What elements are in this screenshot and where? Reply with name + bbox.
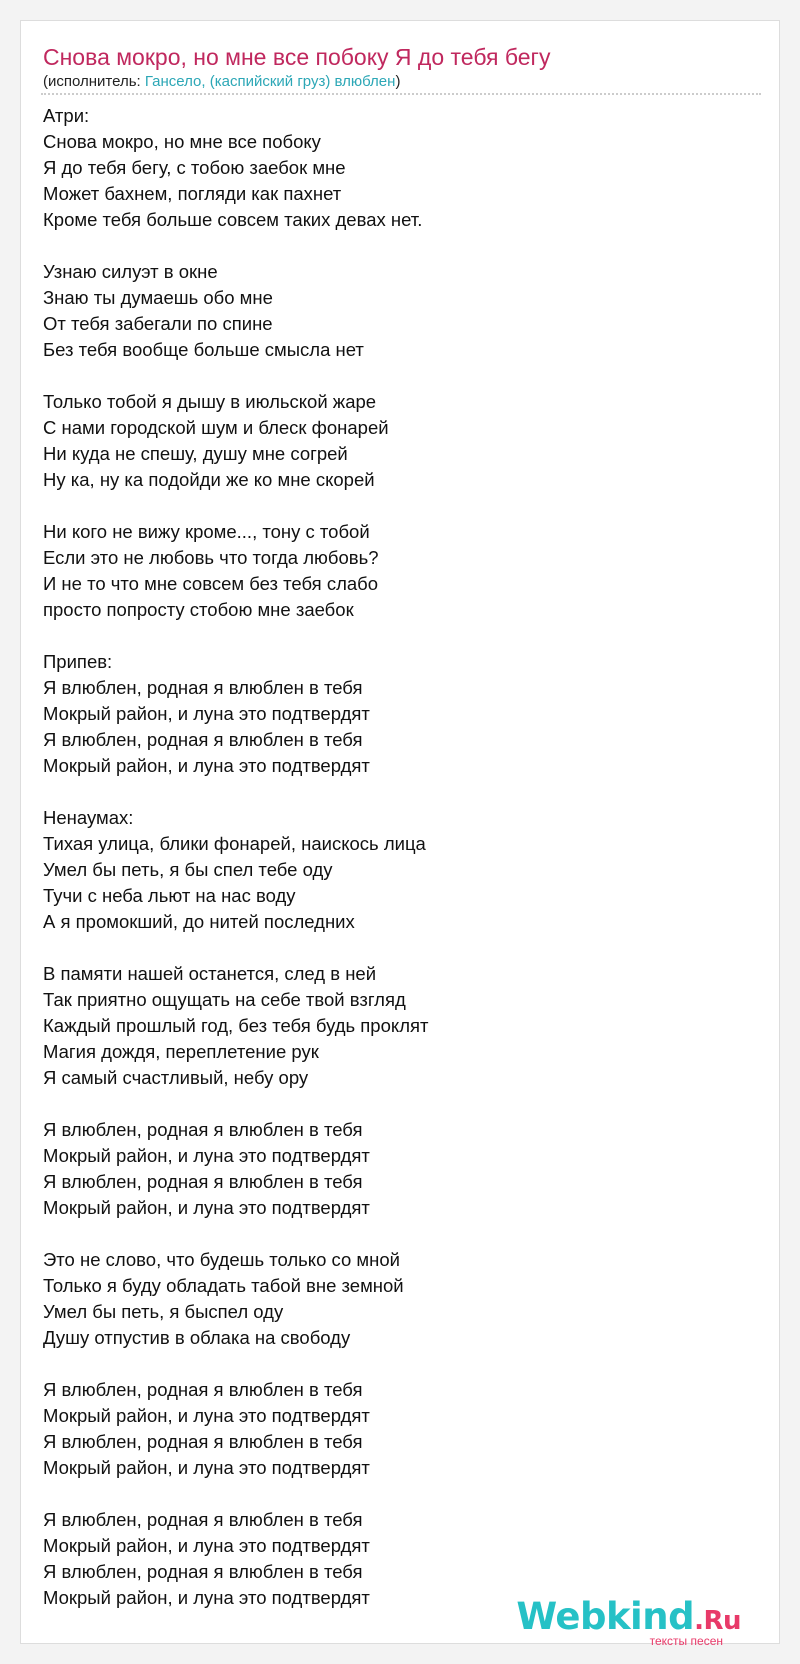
lyric-line: Магия дождя, переплетение рук — [43, 1041, 319, 1062]
lyric-line: Я влюблен, родная я влюблен в тебя — [43, 1379, 363, 1400]
lyric-line: Умел бы петь, я бы спел тебе оду — [43, 859, 333, 880]
lyric-line: Я влюблен, родная я влюблен в тебя — [43, 1561, 363, 1582]
stanza-gap — [43, 493, 743, 519]
lyric-line: Душу отпустив в облака на свободу — [43, 1327, 351, 1348]
lyric-line: Мокрый район, и луна это подтвердят — [43, 755, 370, 776]
lyric-line: Ни кого не вижу кроме..., тону с тобой — [43, 521, 370, 542]
lyric-line: просто попросту стобою мне заебок — [43, 599, 354, 620]
stanza-gap — [43, 1091, 743, 1117]
stanza-gap — [43, 1221, 743, 1247]
lyric-line: Я влюблен, родная я влюблен в тебя — [43, 729, 363, 750]
logo-main-text: Webkind — [516, 1595, 695, 1638]
lyric-line: Я влюблен, родная я влюблен в тебя — [43, 1431, 363, 1452]
stanza-gap — [43, 623, 743, 649]
lyric-line: Припев: — [43, 651, 113, 672]
lyrics-card — [20, 20, 780, 1648]
lyric-line: Мокрый район, и луна это подтвердят — [43, 703, 370, 724]
lyric-line: Я влюблен, родная я влюблен в тебя — [43, 1119, 363, 1140]
lyric-line: Я до тебя бегу, с тобою заебок мне — [43, 157, 346, 178]
stanza-gap — [43, 1481, 743, 1507]
lyric-line: Мокрый район, и луна это подтвердят — [43, 1535, 370, 1556]
lyric-line: Без тебя вообще больше смысла нет — [43, 339, 364, 360]
lyric-line: И не то что мне совсем без тебя слабо — [43, 573, 379, 594]
lyric-line: Так приятно ощущать на себе твой взгляд — [43, 989, 406, 1010]
stanza-gap — [43, 779, 743, 805]
stanza-gap — [43, 1351, 743, 1377]
lyric-line: Я влюблен, родная я влюблен в тебя — [43, 1171, 363, 1192]
stanza-gap — [43, 935, 743, 961]
lyric-line: Может бахнем, погляди как пахнет — [43, 183, 342, 204]
lyric-line: От тебя забегали по спине — [43, 313, 273, 334]
lyric-line: Только я буду обладать табой вне земной — [43, 1275, 404, 1296]
lyric-line: Я самый счастливый, небу ору — [43, 1067, 309, 1088]
artist-link[interactable]: Гансело, (каспийский груз) влюблен — [144, 73, 396, 90]
lyric-line: Ну ка, ну ка подойди же ко мне скорей — [43, 469, 375, 490]
stanza-gap — [43, 233, 743, 259]
lyric-line: Атри: — [43, 105, 90, 126]
lyric-line: Мокрый район, и луна это подтвердят — [43, 1197, 370, 1218]
divider — [41, 93, 761, 95]
lyric-line: Если это не любовь что тогда любовь? — [43, 547, 379, 568]
lyric-line: Каждый прошлый год, без тебя будь проклят — [43, 1015, 429, 1036]
lyric-line: Узнаю силуэт в окне — [43, 261, 218, 282]
artist-prefix: (исполнитель: — [43, 73, 145, 90]
lyric-line: Кроме тебя больше совсем таких девах нет. — [43, 209, 423, 230]
lyric-line: Ни куда не спешу, душу мне согрей — [43, 443, 348, 464]
page-title: Снова мокро, но мне все побоку Я до тебя бегу — [43, 44, 551, 70]
logo-tagline: тексты песен — [649, 1634, 723, 1648]
stanza-gap — [43, 363, 743, 389]
lyric-line: Тихая улица, блики фонарей, наискось лица — [43, 833, 426, 854]
lyric-line: Тучи с неба льют на нас воду — [43, 885, 296, 906]
logo-domain-suffix: .Ru — [694, 1606, 741, 1636]
lyric-line: Я влюблен, родная я влюблен в тебя — [43, 1509, 363, 1530]
lyric-line: А я промокший, до нитей последних — [43, 911, 355, 932]
lyric-line: Только тобой я дышу в июльской жаре — [43, 391, 377, 412]
lyric-line: Знаю ты думаешь обо мне — [43, 287, 273, 308]
site-logo[interactable] — [516, 1597, 741, 1647]
lyric-line: Ненаумах: — [43, 807, 134, 828]
lyric-line: Мокрый район, и луна это подтвердят — [43, 1587, 370, 1608]
artist-suffix: ) — [395, 73, 401, 90]
lyric-line: Мокрый район, и луна это подтвердят — [43, 1145, 370, 1166]
lyric-line: Умел бы петь, я быспел оду — [43, 1301, 284, 1322]
lyric-line: Мокрый район, и луна это подтвердят — [43, 1405, 370, 1426]
lyric-line: Мокрый район, и луна это подтвердят — [43, 1457, 370, 1478]
lyric-line: Это не слово, что будешь только со мной — [43, 1249, 400, 1270]
lyrics-body — [43, 103, 743, 1611]
artist-line — [43, 73, 400, 91]
lyric-line: С нами городской шум и блеск фонарей — [43, 417, 389, 438]
lyric-line: В памяти нашей останется, след в ней — [43, 963, 377, 984]
lyric-line: Снова мокро, но мне все побоку — [43, 131, 321, 152]
lyric-line: Я влюблен, родная я влюблен в тебя — [43, 677, 363, 698]
